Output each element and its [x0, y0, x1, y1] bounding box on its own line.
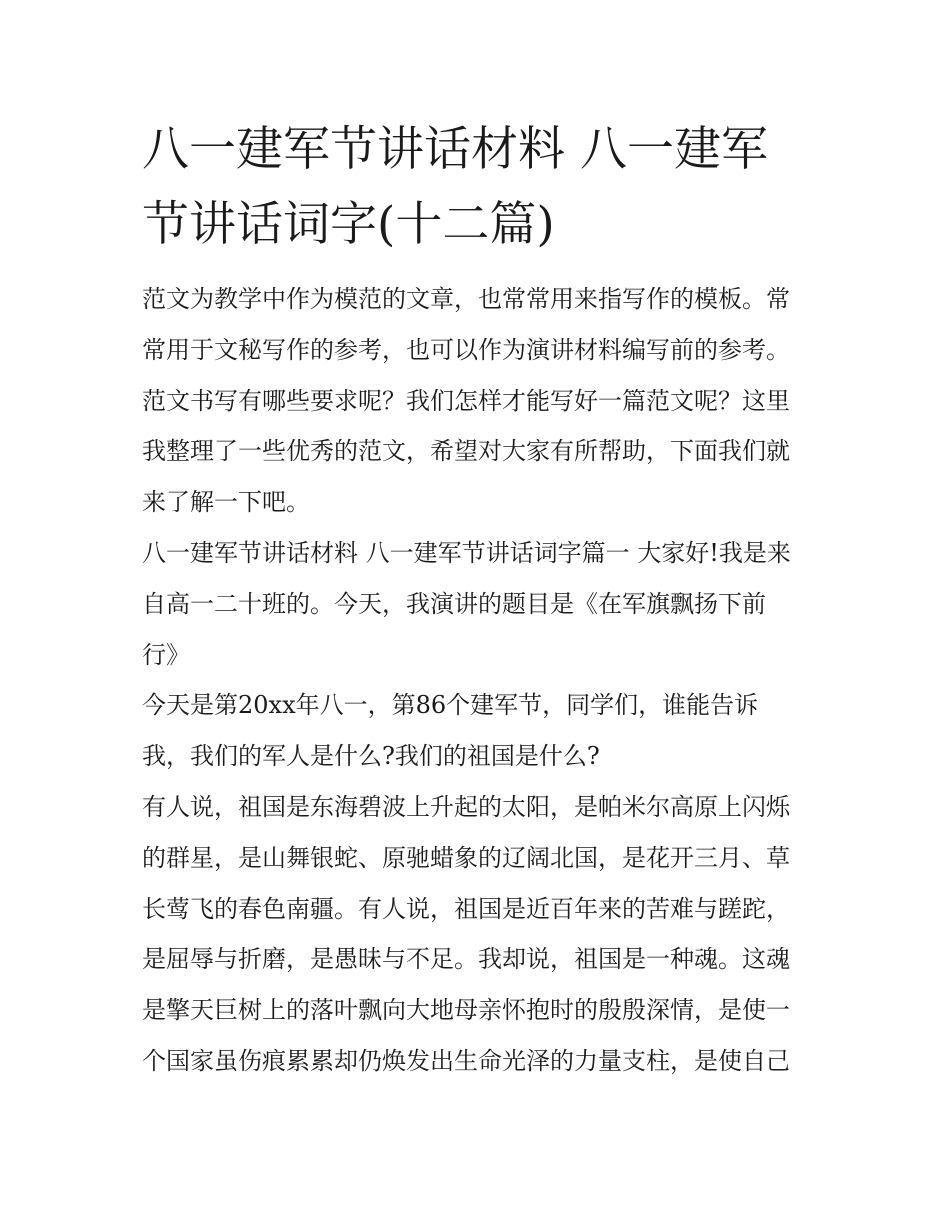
title-line: 节讲话词字(十二篇) [142, 197, 555, 252]
text-line: 自高一二十班的。今天，我演讲的题目是《在军旗飘扬下前 [142, 589, 766, 618]
text-line: 我整理了一些优秀的范文，希望对大家有所帮助，下面我们就 [142, 437, 790, 466]
text-line: 今天是第20xx年八一，第86个建军节，同学们，谁能告诉 [142, 691, 759, 720]
document-title [142, 112, 814, 262]
text-line: 是屈辱与折磨，是愚昧与不足。我却说，祖国是一种魂。这魂 [142, 945, 790, 974]
paragraph-motherland [142, 782, 814, 1087]
text-line: 个国家虽伤痕累累却仍焕发出生命光泽的力量支柱，是使自己 [142, 1046, 790, 1075]
text-line: 有人说，祖国是东海碧波上升起的太阳，是帕米尔高原上闪烁 [142, 792, 790, 821]
text-line: 范文书写有哪些要求呢？我们怎样才能写好一篇范文呢？这里 [142, 386, 790, 415]
title-line: 八一建军节讲话材料 八一建军 [142, 122, 768, 177]
text-line: 范文为教学中作为模范的文章，也常常用来指写作的模板。常 [142, 285, 790, 313]
text-line: 我，我们的军人是什么?我们的祖国是什么? [142, 742, 600, 771]
text-line: 的群星，是山舞银蛇、原驰蜡象的辽阔北国，是花开三月、草 [142, 843, 790, 872]
text-line: 长莺飞的春色南疆。有人说，祖国是近百年来的苦难与蹉跎， [142, 894, 790, 923]
text-line: 来了解一下吧。 [142, 488, 310, 517]
paragraph-question [142, 680, 814, 782]
document-page [142, 112, 814, 1087]
paragraph-intro [142, 274, 814, 528]
text-line: 八一建军节讲话材料 八一建军节讲话词字篇一 大家好!我是来 [142, 538, 791, 567]
paragraph-speech-opening [142, 528, 814, 680]
text-line: 是擎天巨树上的落叶飘向大地母亲怀抱时的殷殷深情，是使一 [142, 996, 790, 1025]
text-line: 常用于文秘写作的参考，也可以作为演讲材料编写前的参考。 [142, 335, 790, 364]
text-line: 行》 [142, 640, 190, 669]
